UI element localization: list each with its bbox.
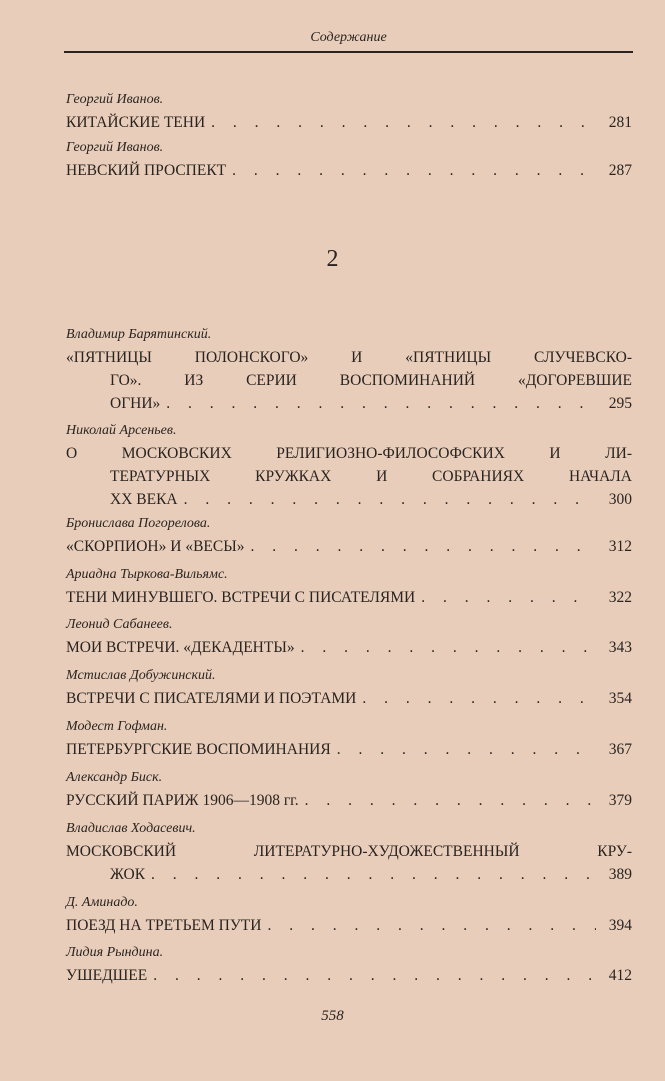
entry-author: Владислав Ходасевич.: [66, 821, 196, 836]
entry-page-number: 379: [608, 792, 632, 809]
toc-entry: [66, 564, 632, 609]
toc-entry: [66, 420, 632, 511]
section-number: 2: [326, 246, 339, 272]
toc-entry: [66, 324, 632, 415]
entry-title: ВСТРЕЧИ С ПИСАТЕЛЯМИ И ПОЭТАМИ: [66, 690, 357, 707]
entry-title-line: [66, 636, 632, 659]
toc-entry: [66, 614, 632, 659]
entry-title: «СКОРПИОН» И «ВЕСЫ»: [66, 538, 245, 555]
entry-author: Георгий Иванов.: [66, 92, 164, 107]
toc-entry: [66, 942, 632, 987]
entry-page-number: 389: [608, 866, 632, 883]
entry-title-line: ГО». ИЗ СЕРИИ ВОСПОМИНАНИЙ «ДОГОРЕВШИЕ: [110, 372, 632, 389]
dot-leader: [362, 687, 596, 710]
entry-page-number: 354: [608, 690, 632, 707]
entry-author: Ариадна Тыркова-Вильямс.: [66, 567, 228, 582]
page-number: 558: [321, 1008, 344, 1024]
entry-title-line: [66, 392, 632, 415]
entry-title-line: [66, 914, 632, 937]
entry-title-line: [66, 863, 632, 886]
dot-leader: [232, 159, 596, 182]
entry-page-number: 367: [608, 741, 632, 758]
dot-leader: [184, 488, 596, 511]
entry-author: Модест Гофман.: [66, 719, 168, 734]
entry-title-line: [66, 687, 632, 710]
running-header: Содержание: [310, 30, 387, 45]
dot-leader: [166, 392, 596, 415]
dot-leader: [421, 586, 596, 609]
entry-title-line: [66, 586, 632, 609]
entry-title-line: [66, 738, 632, 761]
dot-leader: [301, 636, 596, 659]
entry-title: ОГНИ»: [110, 395, 161, 412]
entry-title: ТЕНИ МИНУВШЕГО. ВСТРЕЧИ С ПИСАТЕЛЯМИ: [66, 589, 416, 606]
toc-entry: [66, 767, 632, 812]
entry-title-line: [66, 535, 632, 558]
toc-entry: [66, 818, 632, 886]
entry-title: ПОЕЗД НА ТРЕТЬЕМ ПУТИ: [66, 917, 262, 934]
entry-author: Бронислава Погорелова.: [66, 516, 211, 531]
entry-page-number: 287: [608, 162, 632, 179]
dot-leader: [305, 789, 596, 812]
entry-title: УШЕДШЕЕ: [66, 967, 148, 984]
entry-title: МОИ ВСТРЕЧИ. «ДЕКАДЕНТЫ»: [66, 639, 295, 656]
entry-page-number: 394: [608, 917, 632, 934]
dot-leader: [267, 914, 596, 937]
toc-entry: [66, 665, 632, 710]
entry-page-number: 281: [608, 114, 632, 131]
entry-title-line: [66, 964, 632, 987]
dot-leader: [151, 863, 596, 886]
entry-author: Д. Аминадо.: [66, 895, 138, 910]
entry-title: ЖОК: [110, 866, 146, 883]
dot-leader: [211, 111, 596, 134]
entry-title-line: [66, 488, 632, 511]
header-rule: [64, 51, 633, 53]
entry-author: Мстислав Добужинский.: [66, 668, 216, 683]
dot-leader: [337, 738, 596, 761]
entry-title: ПЕТЕРБУРГСКИЕ ВОСПОМИНАНИЯ: [66, 741, 331, 758]
toc-entry: [66, 89, 632, 134]
entry-author: Георгий Иванов.: [66, 140, 164, 155]
entry-author: Александр Биск.: [66, 770, 163, 785]
entry-title: XX ВЕКА: [110, 491, 178, 508]
entry-title-line: МОСКОВСКИЙ ЛИТЕРАТУРНО-ХУДОЖЕСТВЕННЫЙ КРУ-: [66, 843, 632, 860]
entry-title-line: [66, 111, 632, 134]
dot-leader: [251, 535, 597, 558]
entry-title-line: ТЕРАТУРНЫХ КРУЖКАХ И СОБРАНИЯХ НАЧАЛА: [110, 468, 632, 485]
entry-page-number: 312: [608, 538, 632, 555]
entry-title-line: О МОСКОВСКИХ РЕЛИГИОЗНО-ФИЛОСОФСКИХ И ЛИ-: [66, 445, 632, 462]
entry-author: Лидия Рындина.: [66, 945, 164, 960]
entry-page-number: 295: [608, 395, 632, 412]
entry-title-line: [66, 159, 632, 182]
entry-author: Николай Арсеньев.: [66, 423, 177, 438]
entry-title: НЕВСКИЙ ПРОСПЕКТ: [66, 162, 227, 179]
toc-entry: [66, 137, 632, 182]
entry-page-number: 343: [608, 639, 632, 656]
toc-entry: [66, 513, 632, 558]
entry-page-number: 322: [608, 589, 632, 606]
entry-page-number: 300: [608, 491, 632, 508]
entry-title-line: [66, 789, 632, 812]
entry-title-line: «ПЯТНИЦЫ ПОЛОНСКОГО» И «ПЯТНИЦЫ СЛУЧЕВСКО-: [66, 349, 632, 366]
toc-entry: [66, 892, 632, 937]
entry-title: РУССКИЙ ПАРИЖ 1906—1908 гг.: [66, 792, 299, 809]
toc-entry: [66, 716, 632, 761]
dot-leader: [153, 964, 596, 987]
entry-author: Владимир Барятинский.: [66, 327, 212, 342]
entry-page-number: 412: [608, 967, 632, 984]
entry-title: КИТАЙСКИЕ ТЕНИ: [66, 114, 206, 131]
entry-author: Леонид Сабанеев.: [66, 617, 173, 632]
